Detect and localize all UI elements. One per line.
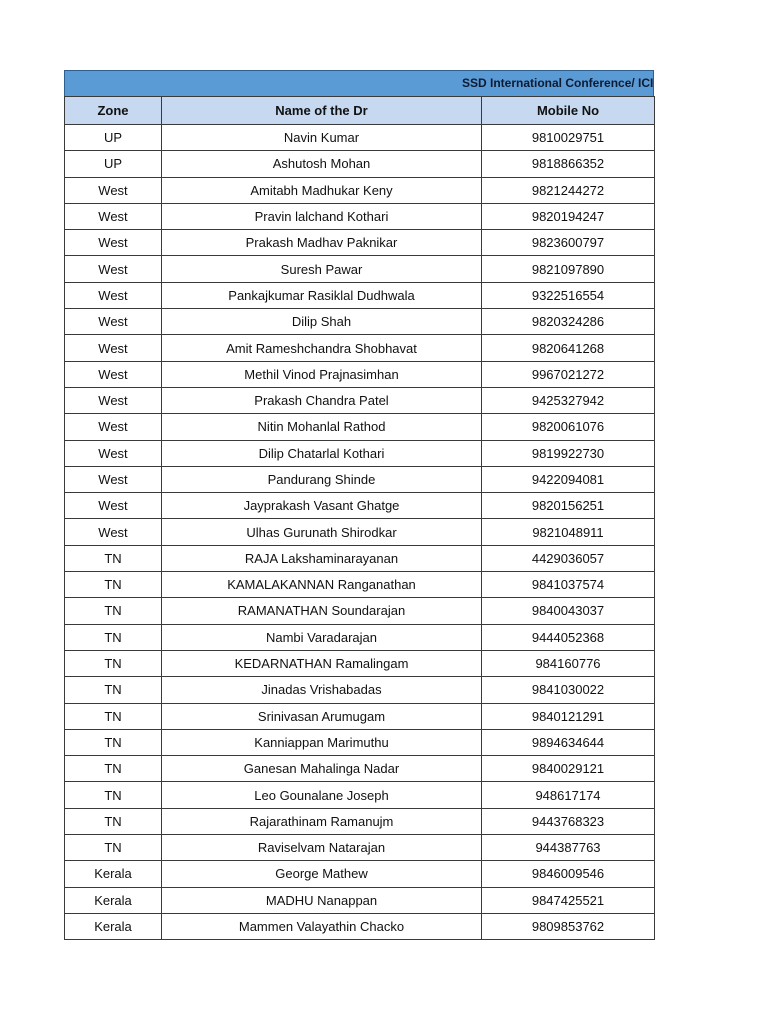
doctor-name-cell[interactable]: KAMALAKANNAN Ranganathan	[162, 572, 482, 598]
table-row	[65, 256, 655, 282]
mobile-cell[interactable]: 9820194247	[482, 203, 655, 229]
doctor-name-cell[interactable]: Kanniappan Marimuthu	[162, 729, 482, 755]
zone-cell[interactable]: West	[65, 519, 162, 545]
mobile-cell[interactable]: 948617174	[482, 782, 655, 808]
zone-cell[interactable]: West	[65, 177, 162, 203]
zone-cell[interactable]: UP	[65, 125, 162, 151]
table-row	[65, 414, 655, 440]
zone-cell[interactable]: TN	[65, 756, 162, 782]
zone-cell[interactable]: Kerala	[65, 861, 162, 887]
mobile-cell[interactable]: 9823600797	[482, 230, 655, 256]
table-row	[65, 203, 655, 229]
table-row	[65, 309, 655, 335]
mobile-cell[interactable]: 984160776	[482, 650, 655, 676]
zone-cell[interactable]: UP	[65, 151, 162, 177]
table-row	[65, 335, 655, 361]
table-row	[65, 913, 655, 939]
doctor-name-cell[interactable]: Suresh Pawar	[162, 256, 482, 282]
doctor-name-cell[interactable]: Mammen Valayathin Chacko	[162, 913, 482, 939]
sheet-title: SSD International Conference/ ICI	[462, 76, 654, 90]
table-row	[65, 887, 655, 913]
mobile-cell[interactable]: 9846009546	[482, 861, 655, 887]
table-row	[65, 545, 655, 571]
zone-cell[interactable]: West	[65, 493, 162, 519]
mobile-cell[interactable]: 9847425521	[482, 887, 655, 913]
mobile-cell[interactable]: 9322516554	[482, 282, 655, 308]
doctor-name-cell[interactable]: Dilip Chatarlal Kothari	[162, 440, 482, 466]
zone-cell[interactable]: West	[65, 256, 162, 282]
header-row	[65, 97, 655, 125]
mobile-cell[interactable]: 9821048911	[482, 519, 655, 545]
table-row	[65, 598, 655, 624]
mobile-cell[interactable]: 9809853762	[482, 913, 655, 939]
mobile-cell[interactable]: 9820061076	[482, 414, 655, 440]
doctor-name-cell[interactable]: Jayprakash Vasant Ghatge	[162, 493, 482, 519]
doctor-name-cell[interactable]: Ganesan Mahalinga Nadar	[162, 756, 482, 782]
doctor-name-cell[interactable]: Amitabh Madhukar Keny	[162, 177, 482, 203]
doctor-name-cell[interactable]: Rajarathinam Ramanujm	[162, 808, 482, 834]
table-row	[65, 466, 655, 492]
table-row	[65, 493, 655, 519]
table-row	[65, 282, 655, 308]
table-row	[65, 440, 655, 466]
mobile-cell[interactable]: 944387763	[482, 835, 655, 861]
table-row	[65, 624, 655, 650]
zone-cell[interactable]: TN	[65, 624, 162, 650]
doctor-name-cell[interactable]: Pandurang Shinde	[162, 466, 482, 492]
table-row	[65, 703, 655, 729]
table-row	[65, 756, 655, 782]
mobile-cell[interactable]: 9820156251	[482, 493, 655, 519]
zone-cell[interactable]: TN	[65, 782, 162, 808]
mobile-cell[interactable]: 9841030022	[482, 677, 655, 703]
mobile-cell[interactable]: 9819922730	[482, 440, 655, 466]
zone-cell[interactable]: Kerala	[65, 913, 162, 939]
zone-cell[interactable]: TN	[65, 703, 162, 729]
zone-cell[interactable]: West	[65, 387, 162, 413]
doctor-name-cell[interactable]: Pankajkumar Rasiklal Dudhwala	[162, 282, 482, 308]
table-row	[65, 177, 655, 203]
mobile-cell[interactable]: 9820641268	[482, 335, 655, 361]
zone-cell[interactable]: Kerala	[65, 887, 162, 913]
table-row	[65, 151, 655, 177]
doctor-name-cell[interactable]: Dilip Shah	[162, 309, 482, 335]
mobile-cell[interactable]: 9425327942	[482, 387, 655, 413]
doctor-name-cell[interactable]: Pravin lalchand Kothari	[162, 203, 482, 229]
mobile-cell[interactable]: 9967021272	[482, 361, 655, 387]
zone-cell[interactable]: West	[65, 361, 162, 387]
zone-cell[interactable]: West	[65, 414, 162, 440]
table-row	[65, 572, 655, 598]
doctor-name-cell[interactable]: Navin Kumar	[162, 125, 482, 151]
mobile-cell[interactable]: 9818866352	[482, 151, 655, 177]
spreadsheet	[64, 70, 654, 940]
doctor-name-cell[interactable]: Prakash Chandra Patel	[162, 387, 482, 413]
mobile-cell[interactable]: 9840043037	[482, 598, 655, 624]
zone-cell[interactable]: TN	[65, 808, 162, 834]
mobile-cell[interactable]: 9840121291	[482, 703, 655, 729]
zone-cell[interactable]: TN	[65, 545, 162, 571]
table-row	[65, 782, 655, 808]
mobile-cell[interactable]: 9841037574	[482, 572, 655, 598]
mobile-cell[interactable]: 9821244272	[482, 177, 655, 203]
doctor-name-cell[interactable]: Amit Rameshchandra Shobhavat	[162, 335, 482, 361]
zone-cell[interactable]: TN	[65, 572, 162, 598]
zone-cell[interactable]: West	[65, 203, 162, 229]
mobile-cell[interactable]: 9840029121	[482, 756, 655, 782]
name-header[interactable]: Name of the Dr	[162, 97, 482, 125]
zone-cell[interactable]: TN	[65, 835, 162, 861]
zone-cell[interactable]: West	[65, 440, 162, 466]
doctor-name-cell[interactable]: Ashutosh Mohan	[162, 151, 482, 177]
doctor-name-cell[interactable]: Nambi Varadarajan	[162, 624, 482, 650]
table-row	[65, 230, 655, 256]
table-row	[65, 835, 655, 861]
title-banner	[64, 70, 654, 96]
doctor-name-cell[interactable]: KEDARNATHAN Ramalingam	[162, 650, 482, 676]
doctor-name-cell[interactable]: Leo Gounalane Joseph	[162, 782, 482, 808]
table-row	[65, 650, 655, 676]
zone-cell[interactable]: TN	[65, 729, 162, 755]
doctor-name-cell[interactable]: Methil Vinod Prajnasimhan	[162, 361, 482, 387]
zone-cell[interactable]: TN	[65, 650, 162, 676]
doctor-name-cell[interactable]: Nitin Mohanlal Rathod	[162, 414, 482, 440]
zone-cell[interactable]: TN	[65, 677, 162, 703]
table-row	[65, 677, 655, 703]
mobile-header[interactable]: Mobile No	[482, 97, 655, 125]
zone-cell[interactable]: West	[65, 282, 162, 308]
zone-header[interactable]: Zone	[65, 97, 162, 125]
mobile-cell[interactable]: 9810029751	[482, 125, 655, 151]
zone-cell[interactable]: TN	[65, 598, 162, 624]
table-row	[65, 729, 655, 755]
mobile-cell[interactable]: 4429036057	[482, 545, 655, 571]
doctor-name-cell[interactable]: Prakash Madhav Paknikar	[162, 230, 482, 256]
doctor-name-cell[interactable]: Srinivasan Arumugam	[162, 703, 482, 729]
table-row	[65, 125, 655, 151]
mobile-cell[interactable]: 9820324286	[482, 309, 655, 335]
doctor-name-cell[interactable]: George Mathew	[162, 861, 482, 887]
doctor-name-cell[interactable]: Raviselvam Natarajan	[162, 835, 482, 861]
zone-cell[interactable]: West	[65, 230, 162, 256]
mobile-cell[interactable]: 9443768323	[482, 808, 655, 834]
table-row	[65, 861, 655, 887]
doctor-name-cell[interactable]: Ulhas Gurunath Shirodkar	[162, 519, 482, 545]
table-row	[65, 808, 655, 834]
mobile-cell[interactable]: 9422094081	[482, 466, 655, 492]
table-row	[65, 519, 655, 545]
zone-cell[interactable]: West	[65, 466, 162, 492]
doctor-table	[64, 96, 655, 940]
table-row	[65, 361, 655, 387]
mobile-cell[interactable]: 9444052368	[482, 624, 655, 650]
mobile-cell[interactable]: 9821097890	[482, 256, 655, 282]
mobile-cell[interactable]: 9894634644	[482, 729, 655, 755]
doctor-name-cell[interactable]: Jinadas Vrishabadas	[162, 677, 482, 703]
doctor-name-cell[interactable]: RAJA Lakshaminarayanan	[162, 545, 482, 571]
doctor-name-cell[interactable]: MADHU Nanappan	[162, 887, 482, 913]
zone-cell[interactable]: West	[65, 335, 162, 361]
doctor-name-cell[interactable]: RAMANATHAN Soundarajan	[162, 598, 482, 624]
table-row	[65, 387, 655, 413]
zone-cell[interactable]: West	[65, 309, 162, 335]
